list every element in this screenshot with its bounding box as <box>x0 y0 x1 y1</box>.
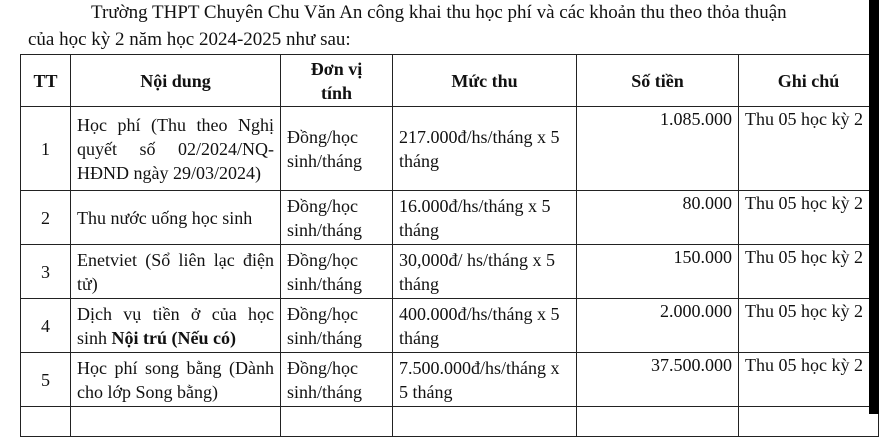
cell-donvi: Đồng/học sinh/tháng <box>281 107 393 191</box>
cell-mucthu: 7.500.000đ/hs/tháng x 5 tháng <box>393 353 577 407</box>
table-header-row <box>21 55 879 107</box>
table-row <box>21 191 879 245</box>
cell-ghichu: Thu 05 học kỳ 2 <box>739 107 879 191</box>
cell-noidung: Thu nước uống học sinh <box>71 191 281 245</box>
cell-sotien: 80.000 <box>577 191 739 245</box>
header-donvi-line1: Đơn vị <box>310 58 363 79</box>
intro-line-1: Trường THPT Chuyên Chu Văn An công khai thu học phí và các khoản thu theo thỏa thuận <box>91 2 787 23</box>
header-tt: TT <box>21 55 71 107</box>
table-row <box>21 299 879 353</box>
fee-table <box>20 54 879 437</box>
cell-sotien: 37.500.000 <box>577 353 739 407</box>
cell-tt: 2 <box>21 191 71 245</box>
cell-tt: 1 <box>21 107 71 191</box>
cell-ghichu: Thu 05 học kỳ 2 <box>739 191 879 245</box>
cell-mucthu: 217.000đ/hs/tháng x 5 tháng <box>393 107 577 191</box>
cell-sotien: 1.085.000 <box>577 107 739 191</box>
cell-noidung-text: Dịch vụ tiền ở của học sinh <box>77 303 274 348</box>
cell-noidung: Enetviet (Sổ liên lạc điện tử) <box>71 245 281 299</box>
cell-noidung <box>71 299 281 353</box>
cell-noidung: Học phí song bằng (Dành cho lớp Song bằng) <box>71 353 281 407</box>
cell-sotien: 2.000.000 <box>577 299 739 353</box>
cell-tt: 4 <box>21 299 71 353</box>
cell-ghichu: Thu 05 học kỳ 2 <box>739 245 879 299</box>
header-donvi <box>281 55 393 107</box>
cell-donvi: Đồng/học sinh/tháng <box>281 353 393 407</box>
header-sotien: Số tiền <box>577 55 739 107</box>
cell-noidung-bold: Nội trú (Nếu có) <box>111 327 236 348</box>
table-row <box>21 107 879 191</box>
cell-donvi: Đồng/học sinh/tháng <box>281 299 393 353</box>
cell-mucthu: 16.000đ/hs/tháng x 5 tháng <box>393 191 577 245</box>
cell-donvi: Đồng/học sinh/tháng <box>281 245 393 299</box>
header-donvi-line2: tính <box>320 82 353 103</box>
cell-sotien: 150.000 <box>577 245 739 299</box>
cell-mucthu: 30,000đ/ hs/tháng x 5 tháng <box>393 245 577 299</box>
table-row-partial <box>21 407 879 437</box>
scan-edge <box>869 0 879 414</box>
cell-tt: 5 <box>21 353 71 407</box>
intro-line-2: của học kỳ 2 năm học 2024-2025 như sau: <box>28 29 351 50</box>
table-row <box>21 353 879 407</box>
cell-donvi: Đồng/học sinh/tháng <box>281 191 393 245</box>
cell-tt: 3 <box>21 245 71 299</box>
cell-ghichu: Thu 05 học kỳ 2 <box>739 353 879 407</box>
cell-noidung: Học phí (Thu theo Nghị quyết số 02/2024/NQ-HĐND ngày 29/03/2024) <box>71 107 281 191</box>
header-ghichu: Ghi chú <box>739 55 879 107</box>
cell-ghichu: Thu 05 học kỳ 2 <box>739 299 879 353</box>
cell-mucthu: 400.000đ/hs/tháng x 5 tháng <box>393 299 577 353</box>
table-row <box>21 245 879 299</box>
header-noidung: Nội dung <box>71 55 281 107</box>
header-mucthu: Mức thu <box>393 55 577 107</box>
